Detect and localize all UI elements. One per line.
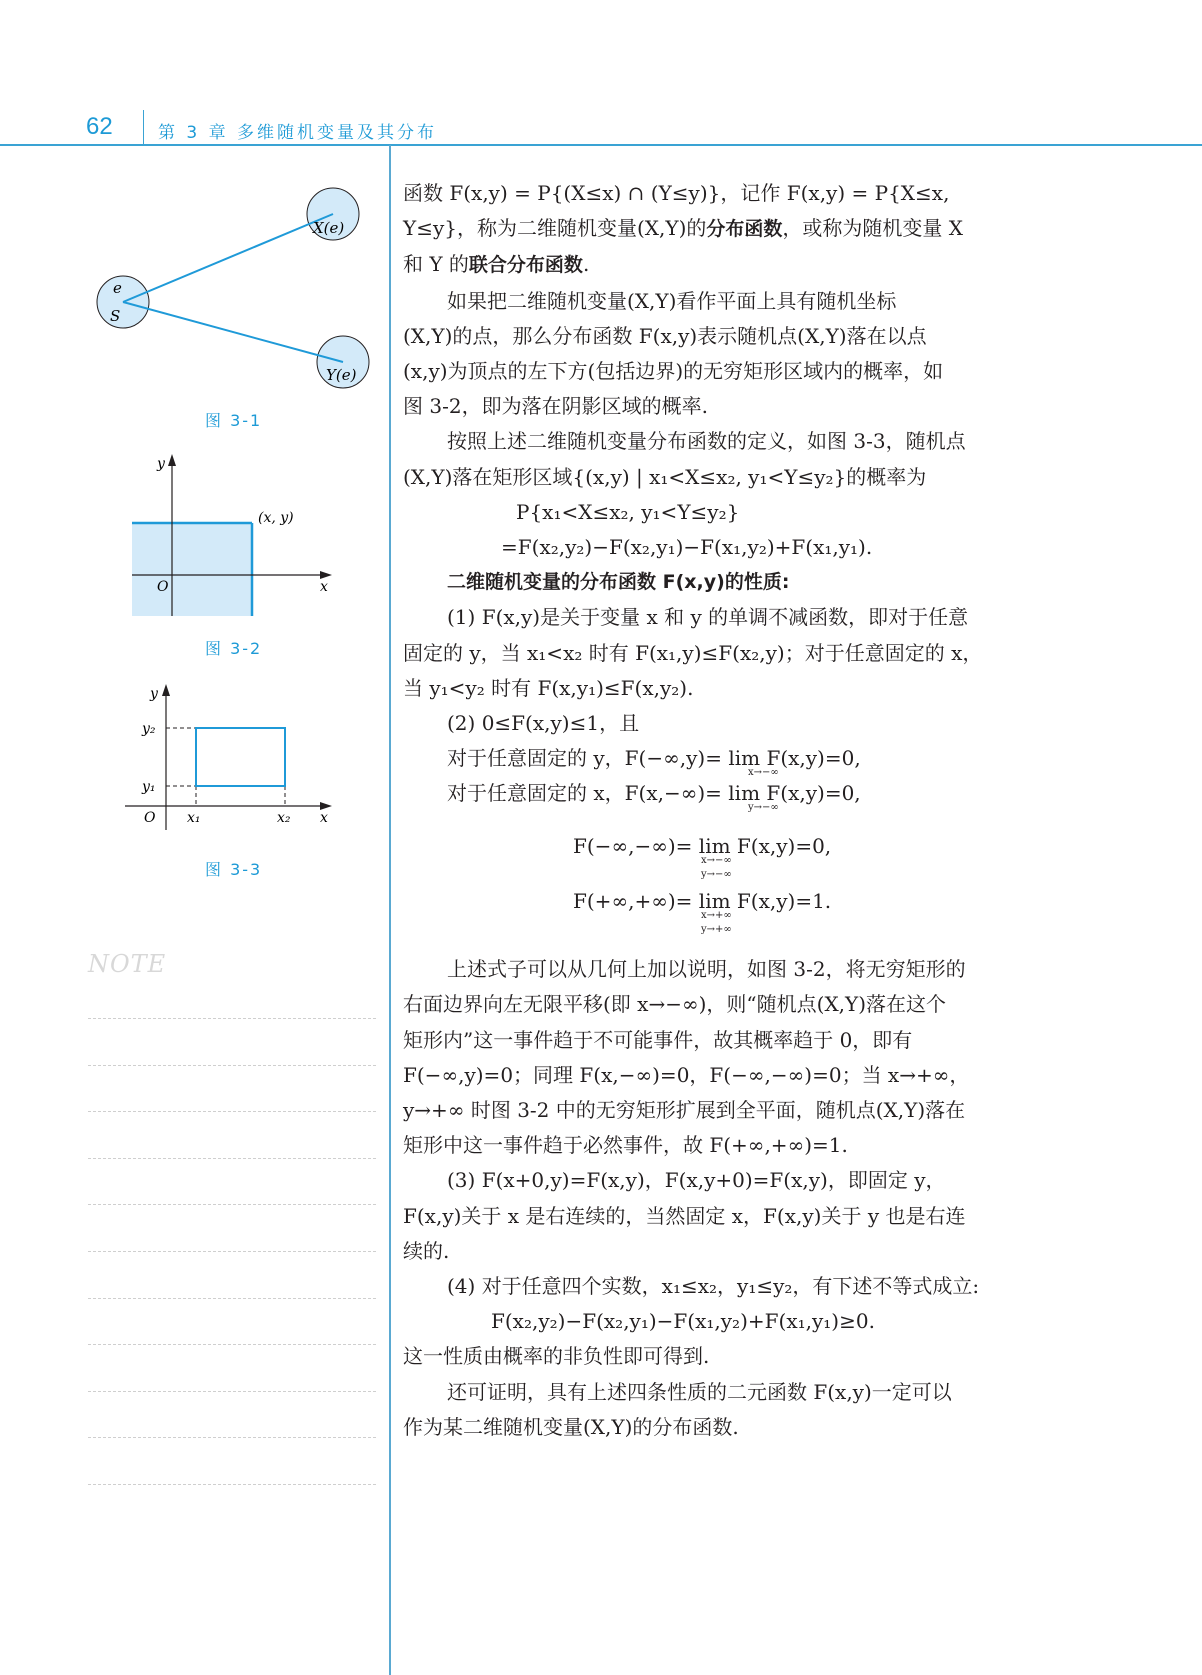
label-origin: O: [144, 810, 156, 826]
chapter-title: 第 3 章 多维随机变量及其分布: [158, 123, 438, 143]
limit-subscript: x→−∞: [701, 855, 732, 867]
property-3-line1: (3) F(x+0,y)=F(x,y)，F(x,y+0)=F(x,y)，即固定 y，: [447, 1168, 946, 1193]
header-divider: [143, 110, 144, 145]
text: 对于任意固定的 x，F(x,−∞)= lim F(x,y)=0,: [447, 781, 861, 806]
x-axis-arrow: [320, 802, 332, 810]
label-S: S: [110, 307, 121, 325]
note-line: [88, 1111, 376, 1112]
page-number: 62: [86, 113, 113, 140]
label-e: e: [113, 279, 122, 297]
text: 和 Y 的: [403, 252, 469, 277]
formula-expansion: =F(x₂,y₂)−F(x₂,y₁)−F(x₁,y₂)+F(x₁,y₁).: [501, 535, 873, 560]
column-divider: [389, 145, 391, 1675]
conclusion-line2: 作为某二维随机变量(X,Y)的分布函数.: [403, 1414, 739, 1439]
figure-3-3-diagram: [120, 680, 350, 840]
header-rule: [0, 144, 1202, 146]
limit-subscript: y→−∞: [701, 869, 732, 881]
conclusion-line1: 还可证明，具有上述四条性质的二元函数 F(x,y)一定可以: [447, 1379, 952, 1404]
label-origin: O: [157, 579, 169, 595]
label-y-axis: y: [150, 686, 158, 702]
paragraph-definition-line2: [403, 211, 1043, 247]
shaded-region: [132, 523, 252, 616]
label-Y-e: Y(e): [326, 366, 357, 384]
property-4-line1: (4) 对于任意四个实数，x₁≤x₂，y₁≤y₂，有下述不等式成立:: [447, 1274, 980, 1299]
figure-3-3: [120, 680, 350, 840]
property-4-inequality: F(x₂,y₂)−F(x₂,y₁)−F(x₁,y₂)+F(x₁,y₁)≥0.: [491, 1309, 875, 1334]
text: 对于任意固定的 y，F(−∞,y)= lim F(x,y)=0,: [447, 746, 861, 771]
figure-3-2: [120, 450, 350, 620]
limit-subscript: x→−∞: [748, 767, 779, 779]
label-x1: x₁: [187, 810, 201, 826]
property-2-limit-neg: [403, 829, 1043, 884]
text: F(−∞,−∞)= lim F(x,y)=0,: [573, 834, 832, 859]
label-x-axis: x: [320, 579, 328, 595]
figure-3-2-caption: 图 3-2: [205, 639, 263, 658]
property-2-line1: (2) 0≤F(x,y)≤1，且: [447, 711, 640, 736]
limit-subscript: y→+∞: [701, 924, 732, 936]
label-x2: x₂: [277, 810, 291, 826]
note-line: [88, 1158, 376, 1159]
paragraph-definition-line3: [403, 247, 1043, 283]
properties-heading: 二维随机变量的分布函数 F(x,y)的性质:: [447, 571, 790, 594]
text: .: [582, 252, 590, 277]
label-y1: y₁: [142, 779, 156, 795]
property-2-limit-pos: [403, 884, 1043, 952]
property-1-line2: 固定的 y，当 x₁<x₂ 时有 F(x₁,y)≤F(x₂,y)；对于任意固定的 x，: [403, 640, 983, 665]
figure-3-1-diagram: [80, 180, 380, 400]
rectangle-region: [196, 728, 285, 786]
note-line: [88, 1437, 376, 1438]
note-line: [88, 1391, 376, 1392]
label-point: (x, y): [258, 510, 294, 526]
note-line: [88, 1251, 376, 1252]
property-3-line3: 续的.: [403, 1238, 450, 1263]
note-label: NOTE: [88, 950, 167, 978]
mapping-line-y: [123, 302, 343, 362]
term-distribution-function: 分布函数: [706, 218, 783, 241]
formula-probability: P{x₁<X≤x₂, y₁<Y≤y₂}: [516, 499, 740, 524]
label-x-axis: x: [320, 810, 328, 826]
property-1-line1: (1) F(x,y)是关于变量 x 和 y 的单调不减函数，即对于任意: [447, 605, 969, 630]
text: ，或称为随机变量 X: [782, 216, 964, 241]
explanation-line5: y→+∞ 时图 3-2 中的无穷矩形扩展到全平面，随机点(X,Y)落在: [403, 1098, 966, 1123]
figure-3-1-caption: 图 3-1: [205, 411, 263, 430]
explanation-line6: 矩形中这一事件趋于必然事件，故 F(+∞,+∞)=1.: [403, 1133, 848, 1158]
note-line: [88, 1065, 376, 1066]
explanation-line4: F(−∞,y)=0；同理 F(x,−∞)=0，F(−∞,−∞)=0；当 x→+∞，: [403, 1062, 970, 1087]
note-line: [88, 1298, 376, 1299]
text: Y≤y}，称为二维随机变量(X,Y)的: [403, 216, 707, 241]
limit-subscript: x→+∞: [701, 910, 732, 922]
explanation-line2: 右面边界向左无限平移(即 x→−∞)，则“随机点(X,Y)落在这个: [403, 992, 947, 1017]
note-line: [88, 1344, 376, 1345]
label-y-axis: y: [157, 456, 165, 472]
explanation-line3: 矩形内”这一事件趋于不可能事件，故其概率趋于 0，即有: [403, 1027, 913, 1052]
property-4-line3: 这一性质由概率的非负性即可得到.: [403, 1344, 710, 1369]
paragraph-geometric-line4: 图 3-2，即为落在阴影区域的概率.: [403, 394, 708, 419]
paragraph-geometric-line3: (x,y)为顶点的左下方(包括边界)的无穷矩形区域内的概率，如: [403, 359, 944, 384]
limit-subscript: y→−∞: [748, 802, 779, 814]
y-axis-arrow: [168, 454, 176, 466]
paragraph-rectangle-line2: (X,Y)落在矩形区域{(x,y) | x₁<X≤x₂, y₁<Y≤y₂}的概率为: [403, 464, 927, 489]
label-X-e: X(e): [313, 219, 345, 237]
paragraph-geometric-line2: (X,Y)的点，那么分布函数 F(x,y)表示随机点(X,Y)落在以点: [403, 323, 927, 348]
x-axis-arrow: [320, 571, 332, 579]
figure-3-3-caption: 图 3-3: [205, 860, 263, 879]
note-line: [88, 1018, 376, 1019]
paragraph-geometric-line1: 如果把二维随机变量(X,Y)看作平面上具有随机坐标: [447, 288, 897, 313]
property-2-limit-x: [403, 776, 1043, 829]
main-text: [403, 176, 1043, 1445]
mapping-line-x: [123, 214, 333, 302]
property-1-line3: 当 y₁<y₂ 时有 F(x,y₁)≤F(x,y₂).: [403, 675, 694, 700]
figure-3-2-diagram: [120, 450, 350, 620]
figure-3-1: [80, 180, 380, 400]
term-joint-distribution-function: 联合分布函数: [468, 254, 583, 277]
label-y2: y₂: [142, 721, 156, 737]
paragraph-definition-line1: 函数 F(x,y) = P{(X≤x) ∩ (Y≤y)}，记作 F(x,y) = P{X≤x,: [403, 181, 950, 205]
text: F(+∞,+∞)= lim F(x,y)=1.: [573, 889, 832, 914]
paragraph-rectangle-line1: 按照上述二维随机变量分布函数的定义，如图 3-3，随机点: [447, 429, 966, 454]
note-line: [88, 1484, 376, 1485]
note-line: [88, 1204, 376, 1205]
explanation-line1: 上述式子可以从几何上加以说明，如图 3-2，将无穷矩形的: [447, 957, 966, 982]
property-2-limit-y: [403, 741, 1043, 779]
y-axis-arrow: [162, 684, 170, 696]
property-3-line2: F(x,y)关于 x 是右连续的，当然固定 x，F(x,y)关于 y 也是右连: [403, 1203, 966, 1228]
